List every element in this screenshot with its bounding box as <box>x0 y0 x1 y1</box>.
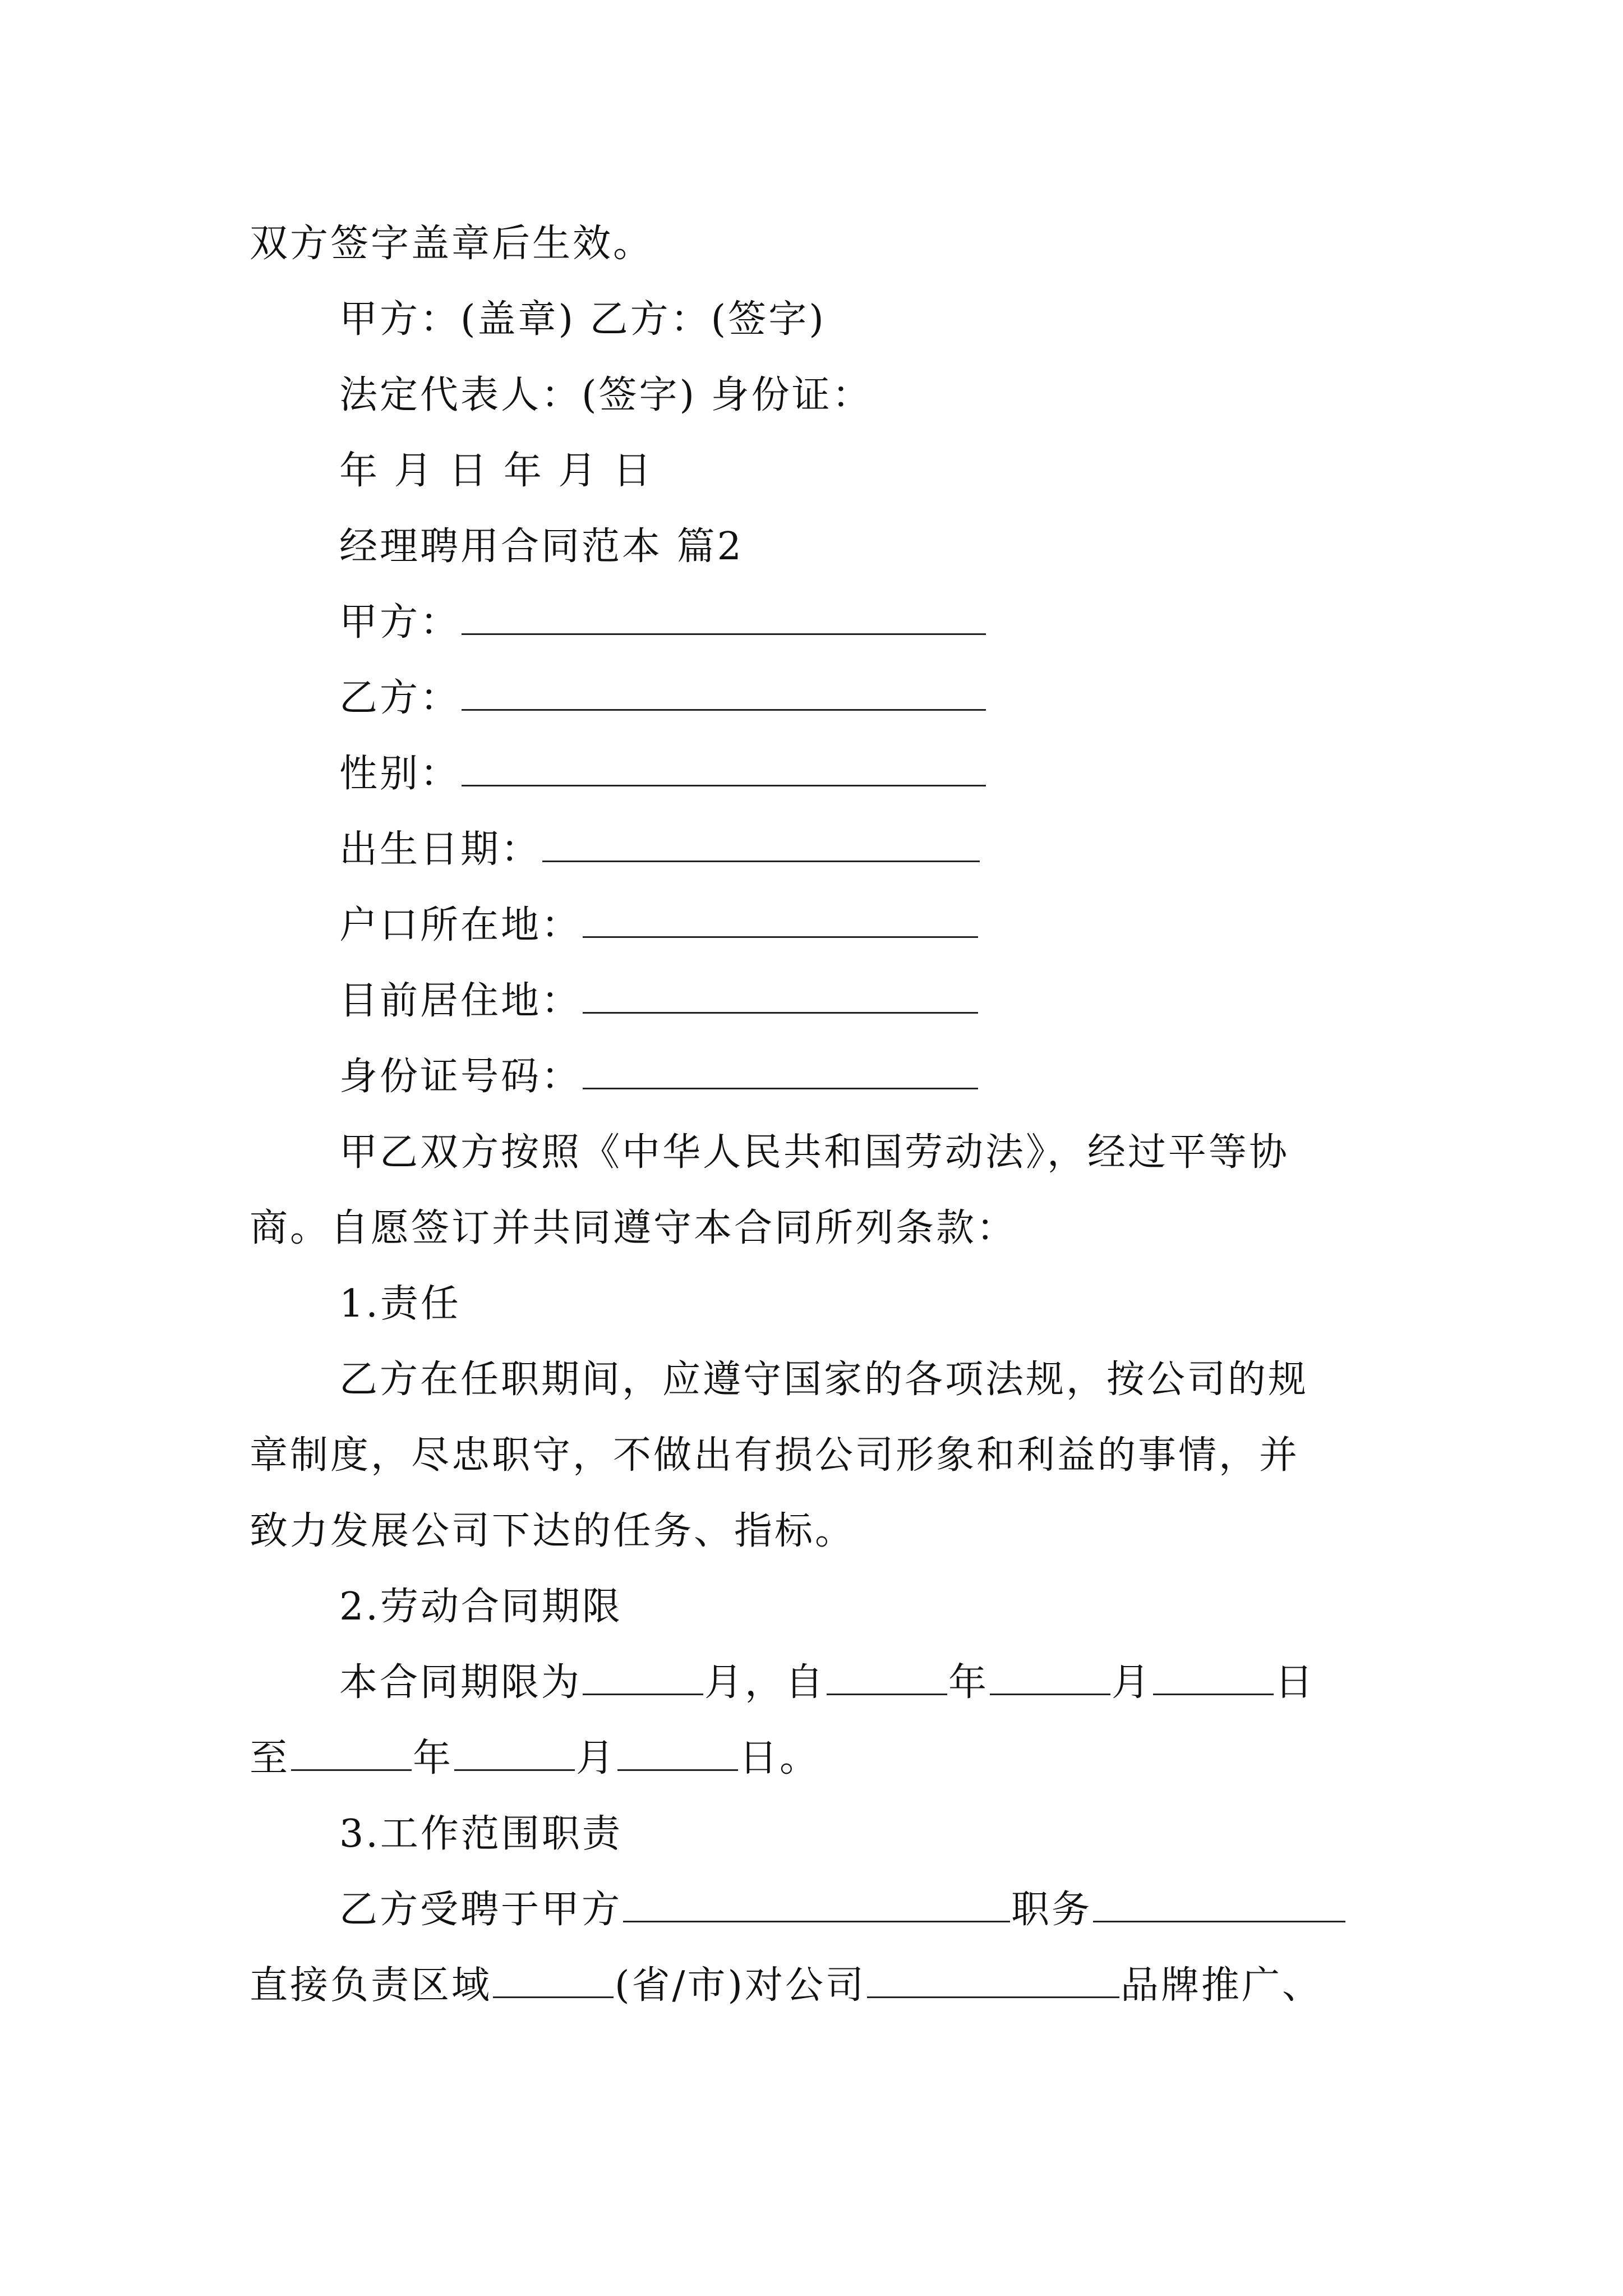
text-segment: 本合同期限为 <box>339 1660 582 1705</box>
field-party-a <box>339 592 987 654</box>
signature-line: 甲方：(盖章) 乙方：(签字) <box>339 297 826 342</box>
duty-line <box>339 1879 1347 1941</box>
field-hukou <box>339 895 979 956</box>
text-segment: 品牌推广、 <box>1121 1963 1323 2008</box>
blank-line <box>454 1737 575 1771</box>
text-segment: 年 <box>413 1736 454 1780</box>
representative-line: 法定代表人：(签字) 身份证： <box>339 373 873 417</box>
field-label: 出生日期： <box>339 827 542 872</box>
term-line <box>339 1652 1315 1714</box>
blank-line <box>623 1888 1010 1922</box>
blank-line <box>493 1964 614 1998</box>
blank-line <box>583 904 978 938</box>
blank-line <box>583 1055 978 1089</box>
blank-line <box>583 1661 703 1695</box>
blank-line <box>583 979 978 1014</box>
duty-line <box>250 1955 1322 2017</box>
blank-line <box>462 677 986 711</box>
paragraph-line: 章制度，尽忠职守，不做出有损公司形象和利益的事情，并 <box>250 1433 1300 1478</box>
section-heading: 经理聘用合同范本 篇2 <box>339 524 744 569</box>
paragraph-line: 乙方在任职期间，应遵守国家的各项法规，按公司的规 <box>339 1358 1309 1402</box>
blank-line <box>1153 1661 1274 1695</box>
section-title: 3.工作范围职责 <box>339 1812 623 1856</box>
text-segment: 职务 <box>1011 1888 1092 1932</box>
text-segment: 月，自 <box>704 1660 826 1705</box>
text-segment: 乙方受聘于甲方 <box>339 1888 623 1932</box>
blank-line <box>1093 1888 1345 1922</box>
field-label: 甲方： <box>339 600 461 645</box>
field-birth-date <box>339 819 981 881</box>
field-label: 户口所在地： <box>339 903 582 947</box>
blank-line <box>462 601 986 635</box>
blank-line <box>291 1737 412 1771</box>
text-segment: 直接负责区域 <box>250 1963 492 2008</box>
text-segment: 月 <box>576 1736 617 1780</box>
intro-line: 甲乙双方按照《中华人民共和国劳动法》，经过平等协 <box>339 1130 1290 1175</box>
section-title: 2.劳动合同期限 <box>339 1585 623 1629</box>
blank-line <box>542 828 980 862</box>
field-id-number <box>339 1046 979 1108</box>
term-line <box>250 1728 820 1789</box>
text-segment: 日 <box>1275 1660 1316 1705</box>
text-segment: 至 <box>250 1736 291 1780</box>
field-party-b <box>339 668 987 729</box>
paragraph-line: 致力发展公司下达的任务、指标。 <box>250 1509 856 1553</box>
text-line: 双方签字盖章后生效。 <box>250 222 654 266</box>
field-label: 乙方： <box>339 676 461 720</box>
field-label: 身份证号码： <box>339 1055 582 1099</box>
text-segment: 月 <box>1112 1660 1152 1705</box>
blank-line <box>867 1964 1119 1998</box>
field-gender <box>339 743 987 805</box>
intro-line: 商。自愿签订并共同遵守本合同所列条款： <box>250 1206 1017 1250</box>
date-line: 年 月 日 年 月 日 <box>339 449 654 493</box>
blank-line <box>617 1737 738 1771</box>
blank-line <box>462 752 986 786</box>
field-label: 目前居住地： <box>339 979 582 1023</box>
text-segment: (省/市)对公司 <box>615 1963 866 2008</box>
blank-line <box>990 1661 1110 1695</box>
text-segment: 日。 <box>739 1736 820 1780</box>
text-segment: 年 <box>948 1660 989 1705</box>
blank-line <box>827 1661 947 1695</box>
field-residence <box>339 970 979 1032</box>
section-title: 1.责任 <box>339 1282 461 1326</box>
field-label: 性别： <box>339 752 461 796</box>
